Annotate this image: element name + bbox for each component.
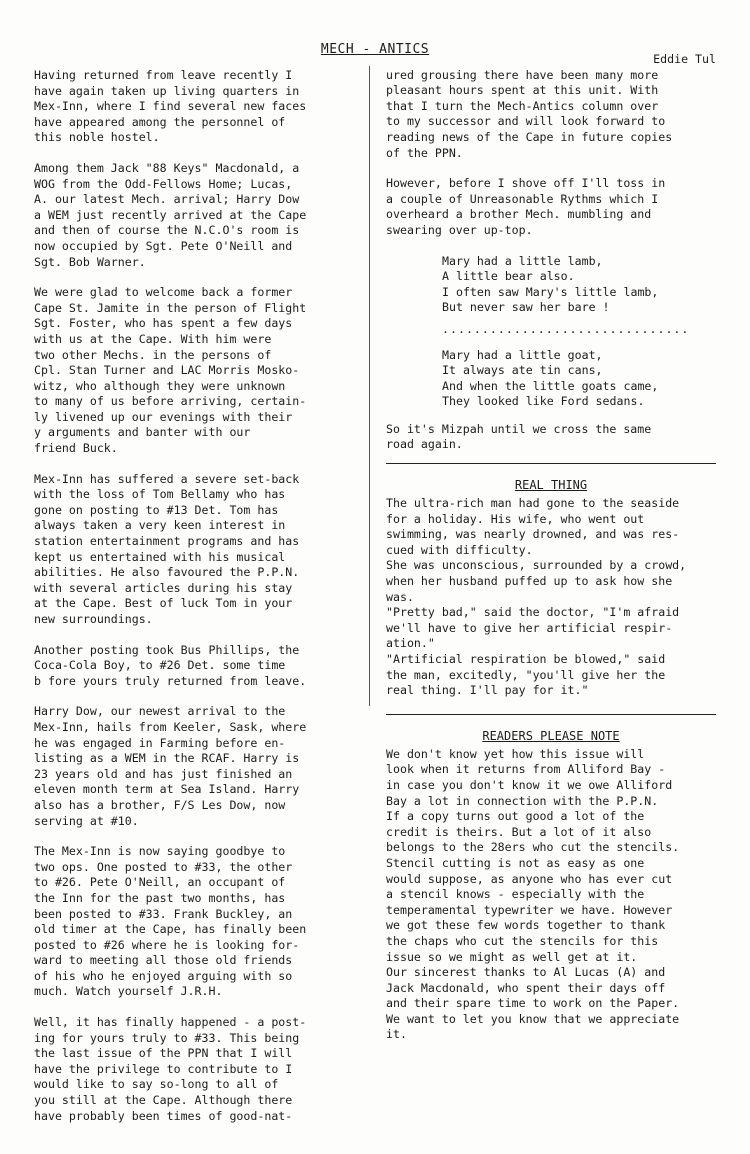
poem-lamb: Mary had a little lamb, A little bear also. I often saw Mary's little lamb, But never saw her bare !: [442, 253, 659, 315]
real-thing-story: The ultra-rich man had gone to the seaside for a holiday. His wife, who went out swimming, was nearly drowned, and was res- cued with difficulty. She was unconscious, surrounded by a crowd, when her husband puffed up to ask how she was. "Pretty bad," said the doctor, "I'm afraid we'll have to give her artificial respir- ation." "Artificial respiration be blowed," said the man, excitedly, "you'll give her the real thing. I'll pay for it.": [386, 496, 687, 698]
article-paragraph: Well, it has finally happened - a post- ing for yours truly to #33. This being the last issue of the PPN that I will have the privilege to contribute to I would like to say so-long to all of you still at the Cape. Although there have probably been times of good-nat-: [34, 1015, 307, 1123]
article-paragraph: However, before I shove off I'll toss in a couple of Unreasonable Rythms which I overheard a brother Mech. mumbling and swearing over up-top.: [386, 176, 666, 237]
readers-note-title: READERS PLEASE NOTE: [482, 728, 620, 743]
real-thing-heading: [386, 478, 716, 492]
left-column: [34, 68, 354, 1139]
article-paragraph: Another posting took Bus Phillips, the Coca-Cola Boy, to #26 Det. some time b fore yours truly returned from leave.: [34, 642, 307, 688]
column-divider: [369, 66, 370, 706]
dotted-separator: ...............................: [442, 321, 690, 336]
article-paragraph: Mex-Inn has suffered a severe set-back with the loss of Tom Bellamy who has gone on posting to #13 Det. Tom has always taken a very keen interest in station entertainment programs and has kept us entertained with his musical abilities. He also favoured the P.P.N. with several articles during his stay at the Cape. Best of luck Tom in your new surroundings.: [34, 471, 300, 626]
real-thing-title: REAL THING: [514, 478, 588, 493]
poem-goat: Mary had a little goat, It always ate tin cans, And when the little goats came, They looked like Ford sedans.: [442, 347, 659, 409]
article-paragraph: Having returned from leave recently I have again taken up living quarters in Mex-Inn, where I find several new faces have appeared among the personnel of this noble hostel.: [34, 68, 307, 145]
closing-paragraph: So it's Mizpah until we cross the same road again.: [386, 421, 652, 452]
article-paragraph: ured grousing there have been many more pleasant hours spent at this unit. With that I turn the Mech-Antics column over to my successor and will look forward to reading news of the Cape in future copies of the PPN.: [386, 67, 673, 160]
section-rule: [386, 463, 716, 464]
article-paragraph: Harry Dow, our newest arrival to the Mex-Inn, hails from Keeler, Sask, where he was engaged in Farming before en- listing as a WEM in the RCAF. Harry is 23 years old and has just finished an eleven month term at Sea Island. Harry also has a brother, F/S Les Dow, now serving at #10.: [34, 704, 307, 828]
section-rule: [386, 714, 716, 715]
article-paragraph: The Mex-Inn is now saying goodbye to two ops. One posted to #33, the other to #26. Pete O'Neill, an occupant of the Inn for the past two months, has been posted to #33. Frank Buckley, an old timer at the Cape, has finally been posted to #26 where he is looking for- ward to meeting all those old friends of his who he enjoyed arguing with so much. Watch yourself J.R.H.: [34, 844, 307, 999]
author-byline: Eddie Tul: [653, 52, 716, 66]
column-title: MECH - ANTICS: [320, 42, 430, 57]
article-paragraph: Among them Jack "88 Keys" Macdonald, a WOG from the Odd-Fellows Home; Lucas, A. our latest Mech. arrival; Harry Dow a WEM just recently arrived at the Cape and then of course the N.C.O's room is now occupied by Sgt. Pete O'Neill and Sgt. Bob Warner.: [34, 160, 307, 269]
readers-note-heading: [386, 729, 716, 743]
right-column: [386, 52, 716, 1058]
readers-note-text: We don't know yet how this issue will look when it returns from Alliford Bay - in case you don't know it we owe Alliford Bay a lot in connection with the P.P.N. If a copy turns out good a lot of the credit is theirs. But a lot of it also belongs to the 28ers who cut the stencils. Stencil cutting is not as easy as one would suppose, as anyone who has ever cut a stencil knows - especially with the temperamental typewriter we have. However we got these few words together to thank the chaps who cut the stencils for this issue so we might as well get at it. Our sincerest thanks to Al Lucas (A) and Jack Macdonald, who spent their days off and their spare time to work on the Paper. We want to let you know that we appreciate it.: [386, 746, 680, 1042]
article-paragraph: We were glad to welcome back a former Cape St. Jamite in the person of Flight Sgt. Foster, who has spent a few days with us at the Cape. With him were two other Mechs. in the persons of Cpl. Stan Turner and LAC Morris Mosko- witz, who although they were unknown to many of us before arriving, certain- ly livened up our evenings with their y arguments and banter with our friend Buck.: [34, 285, 307, 456]
